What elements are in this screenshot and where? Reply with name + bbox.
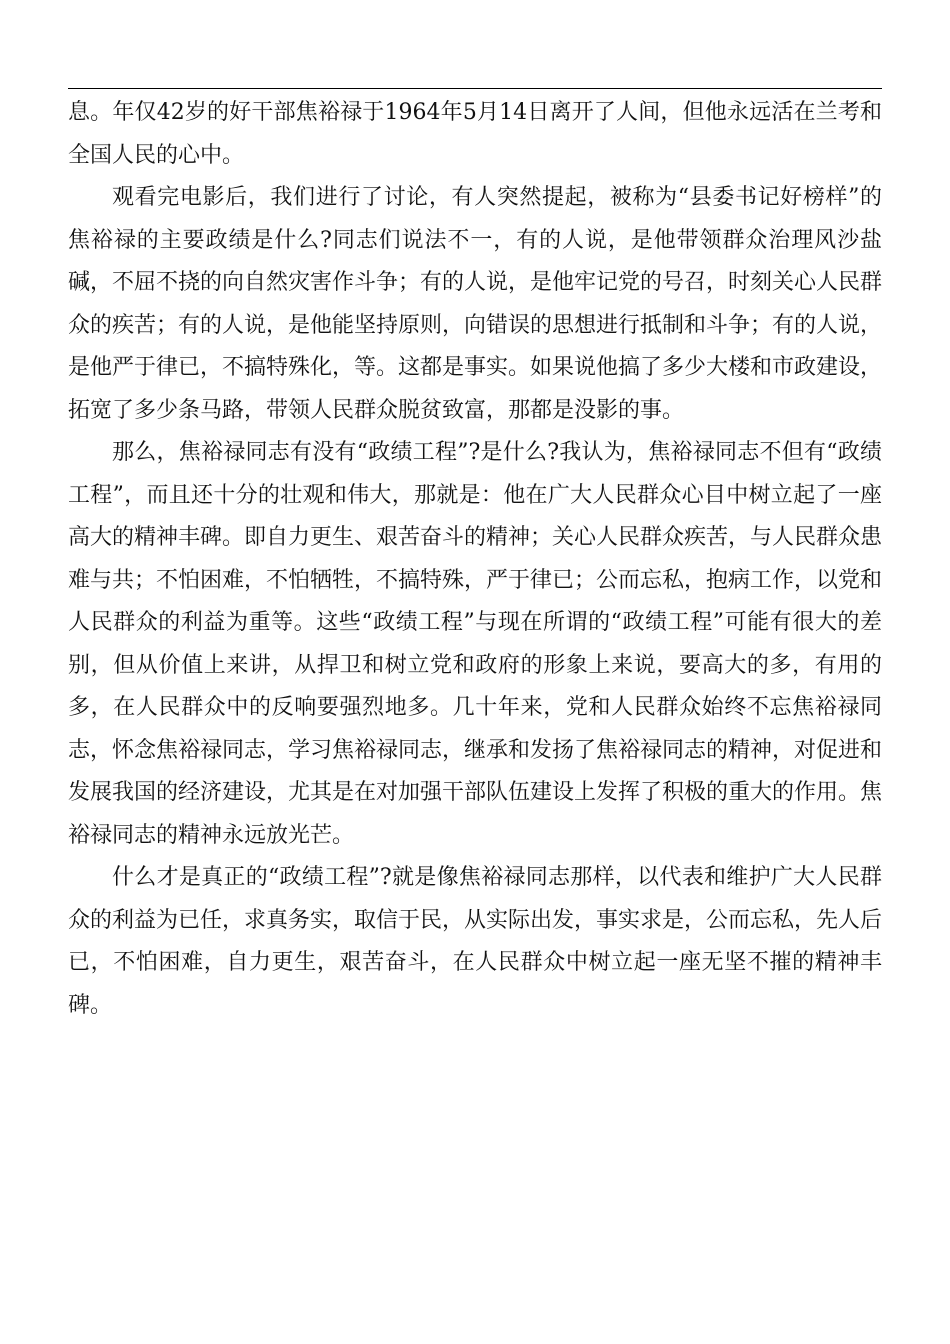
paragraph-1: 息。年仅42岁的好干部焦裕禄于1964年5月14日离开了人间，但他永远活在兰考和全国人民的心中。: [68, 100, 882, 168]
document-body: [68, 92, 882, 1027]
paragraph-3: 那么，焦裕禄同志有没有“政绩工程”?是什么?我认为，焦裕禄同志不但有“政绩工程”，而且还十分的壮观和伟大，那就是：他在广大人民群众心目中树立起了一座高大的精神丰碑。即自力更生、艰苦奋斗的精神；关心人民群众疾苦，与人民群众患难与共；不怕困难，不怕牺牲，不搞特殊，严于律已；公而忘私，抱病工作，以党和人民群众的利益为重等。这些“政绩工程”与现在所谓的“政绩工程”可能有很大的差别，但从价值上来讲，从捍卫和树立党和政府的形象上来说，要高大的多，有用的多，在人民群众中的反响要强烈地多。几十年来，党和人民群众始终不忘焦裕禄同志，怀念焦裕禄同志，学习焦裕禄同志，继承和发扬了焦裕禄同志的精神，对促进和发展我国的经济建设，尤其是在对加强干部队伍建设上发挥了积极的重大的作用。焦裕禄同志的精神永远放光芒。: [68, 440, 883, 848]
paragraph-4: 什么才是真正的“政绩工程”?就是像焦裕禄同志那样，以代表和维护广大人民群众的利益为已任，求真务实，取信于民，从实际出发，事实求是，公而忘私，先人后已，不怕困难，自力更生，艰苦奋斗，在人民群众中树立起一座无坚不摧的精神丰碑。: [68, 865, 883, 1018]
header-rule: [68, 88, 882, 89]
paragraph-2: 观看完电影后，我们进行了讨论，有人突然提起，被称为“县委书记好榜样”的焦裕禄的主要政绩是什么?同志们说法不一，有的人说，是他带领群众治理风沙盐碱，不屈不挠的向自然灾害作斗争；有的人说，是他牢记党的号召，时刻关心人民群众的疾苦；有的人说，是他能坚持原则，向错误的思想进行抵制和斗争；有的人说，是他严于律已，不搞特殊化，等。这都是事实。如果说他搞了多少大楼和市政建设，拓宽了多少条马路，带领人民群众脱贫致富，那都是没影的事。: [68, 185, 883, 423]
